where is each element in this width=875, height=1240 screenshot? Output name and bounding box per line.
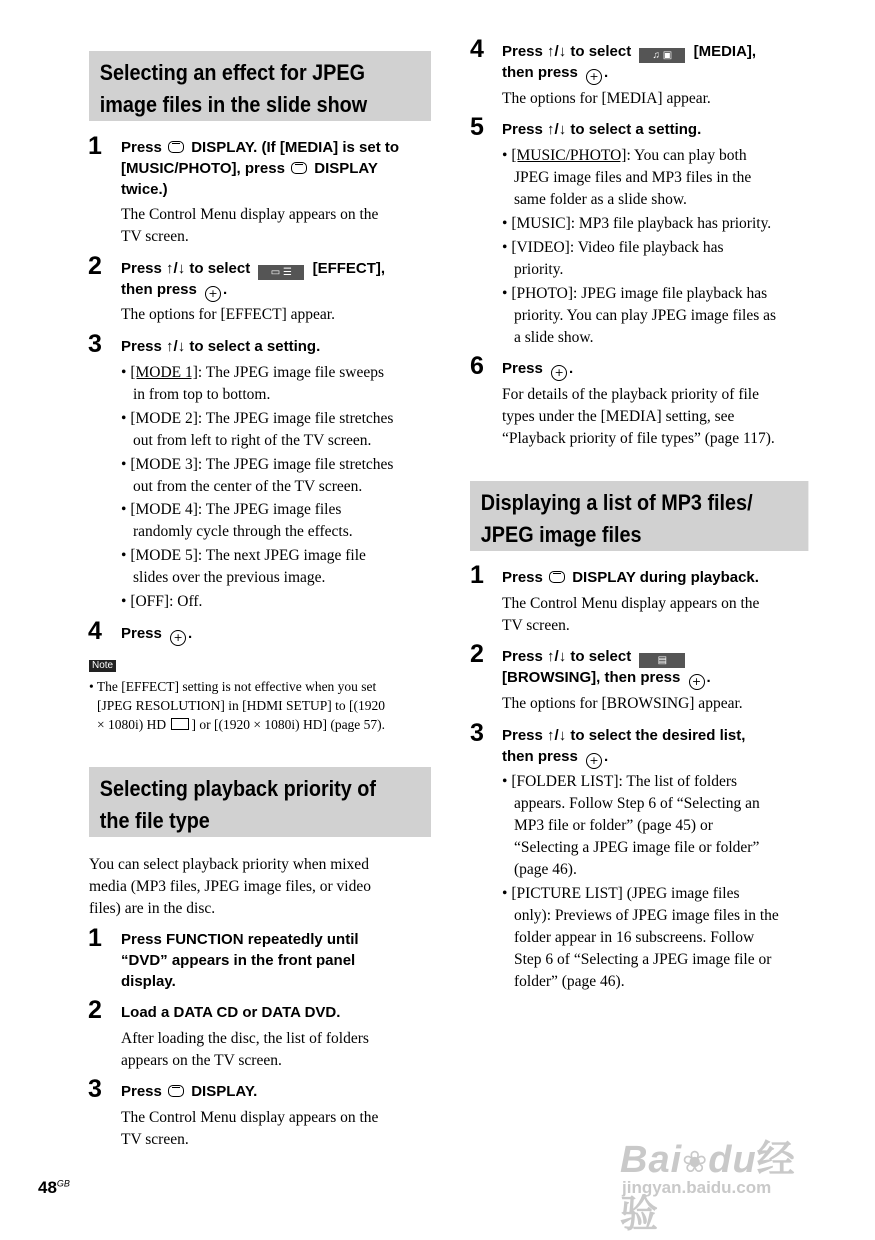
list-item-cont: priority. You can play JPEG image files as xyxy=(514,307,777,324)
step-text: Load a DATA CD or DATA DVD. xyxy=(121,1004,341,1021)
section-effect-title-line1: Selecting an effect for JPEG xyxy=(99,60,365,85)
list-item-cont: appears. Follow Step 6 of “Selecting an xyxy=(514,795,760,812)
step-number: 6 xyxy=(470,352,484,380)
section-priority-title-line1: Selecting playback priority of xyxy=(99,776,376,801)
section-browsing-title-line2: JPEG image files xyxy=(480,522,642,547)
display-button-icon xyxy=(549,571,565,583)
step-text: . xyxy=(706,669,711,686)
list-item-cont: only): Previews of JPEG image files in the xyxy=(514,907,779,924)
list-item: • [MUSIC]: MP3 file playback has priority. xyxy=(502,215,772,232)
list-item-cont: Step 6 of “Selecting a JPEG image file or xyxy=(514,951,772,968)
step-text: . xyxy=(223,281,228,298)
list-item: • [MODE 4]: The JPEG image files xyxy=(121,501,342,518)
media-menu-icon: ♫ ▣ xyxy=(639,48,685,63)
option-desc: [PICTURE LIST] (JPEG image files xyxy=(511,885,740,902)
page-suffix: GB xyxy=(56,1178,70,1189)
step-number: 3 xyxy=(88,330,102,358)
note-text: ] or [(1920 × 1080i) HD] (page 57). xyxy=(191,717,386,732)
step-text: Press xyxy=(121,625,167,642)
step-text: Press FUNCTION repeatedly until xyxy=(121,931,359,948)
step-body: The options for [BROWSING] appear. xyxy=(502,695,743,712)
step-text: Press ↑/↓ to select xyxy=(502,43,636,60)
step-text: DISPLAY xyxy=(310,160,378,177)
paw-icon: ❀ xyxy=(682,1146,709,1179)
enter-button-icon: + xyxy=(586,753,602,769)
option-name: [MODE 1] xyxy=(130,364,198,381)
step-body: TV screen. xyxy=(121,228,189,245)
display-button-icon xyxy=(168,1085,184,1097)
enter-button-icon: + xyxy=(551,365,567,381)
option-desc: : You can play both xyxy=(626,147,747,164)
note-label: Note xyxy=(89,660,116,672)
option-desc: [MODE 2]: The JPEG image file stretches xyxy=(130,410,394,427)
note-text: • The [EFFECT] setting is not effective when you set xyxy=(89,679,377,694)
section-browsing-title-line1: Displaying a list of MP3 files/ xyxy=(480,490,753,515)
note-text: [JPEG RESOLUTION] in [HDMI SETUP] to [(1920 xyxy=(97,698,385,713)
enter-button-icon: + xyxy=(170,630,186,646)
step-body: The Control Menu display appears on the xyxy=(121,206,379,223)
step-text: Press xyxy=(121,139,167,156)
watermark-brand: du xyxy=(708,1139,757,1181)
option-desc: [MODE 5]: The next JPEG image file xyxy=(130,547,366,564)
option-desc: [MODE 3]: The JPEG image file stretches xyxy=(130,456,394,473)
step-text: . xyxy=(604,64,609,81)
step-body: The options for [MEDIA] appear. xyxy=(502,90,711,107)
page-number xyxy=(38,1178,70,1198)
step-text: then press xyxy=(502,748,583,765)
intro-text: media (MP3 files, JPEG image files, or video xyxy=(89,878,371,895)
list-item-cont: in from top to bottom. xyxy=(133,386,271,403)
list-item: • [MODE 3]: The JPEG image file stretches xyxy=(121,456,394,473)
watermark-url: jingyan.baidu.com xyxy=(622,1178,772,1197)
option-desc: : The JPEG image file sweeps xyxy=(197,364,385,381)
step-body: appears on the TV screen. xyxy=(121,1052,282,1069)
list-item-cont: priority. xyxy=(514,261,564,278)
step-text: [MEDIA], xyxy=(689,43,757,60)
list-item-cont: a slide show. xyxy=(514,329,594,346)
step-text: then press xyxy=(121,281,202,298)
step-text: DISPLAY during playback. xyxy=(568,569,759,586)
list-item: • [VIDEO]: Video file playback has xyxy=(502,239,724,256)
step-text: Press ↑/↓ to select xyxy=(502,648,636,665)
option-desc: [VIDEO]: Video file playback has xyxy=(511,239,724,256)
list-item-cont: folder” (page 46). xyxy=(514,973,625,990)
step-text: Press xyxy=(502,360,548,377)
step-text: “DVD” appears in the front panel xyxy=(121,952,356,969)
step-body: TV screen. xyxy=(502,617,570,634)
option-desc: [FOLDER LIST]: The list of folders xyxy=(511,773,738,790)
step-number: 4 xyxy=(470,35,484,63)
step-body: The options for [EFFECT] appear. xyxy=(121,306,335,323)
section-effect-title-line2: image files in the slide show xyxy=(99,92,368,117)
enter-button-icon: + xyxy=(586,69,602,85)
step-number: 1 xyxy=(470,561,484,589)
step-text: Press ↑/↓ to select a setting. xyxy=(121,338,321,355)
step-number: 2 xyxy=(88,252,102,280)
step-text: then press xyxy=(502,64,583,81)
section-priority-header xyxy=(89,767,431,837)
step-text: [BROWSING], then press xyxy=(502,669,685,686)
section-priority-title-line2: the file type xyxy=(99,808,210,833)
step-text: DISPLAY. xyxy=(187,1083,258,1100)
list-item-cont: slides over the previous image. xyxy=(133,569,326,586)
list-item: • [PICTURE LIST] (JPEG image files xyxy=(502,885,740,902)
step-text: . xyxy=(604,748,609,765)
step-text: Press xyxy=(502,569,548,586)
list-item: • [MODE 2]: The JPEG image file stretches xyxy=(121,410,394,427)
list-item-cont: same folder as a slide show. xyxy=(514,191,687,208)
note-text: × 1080i) HD xyxy=(97,717,170,732)
list-item-cont: out from the center of the TV screen. xyxy=(133,478,363,495)
step-body: The Control Menu display appears on the xyxy=(502,595,760,612)
step-body: The Control Menu display appears on the xyxy=(121,1109,379,1126)
list-item: • [MUSIC/PHOTO]: You can play both xyxy=(502,147,747,164)
list-item-cont: MP3 file or folder” (page 45) or xyxy=(514,817,713,834)
effect-menu-icon: ▭ ☰ xyxy=(258,265,304,280)
list-item: • [OFF]: Off. xyxy=(121,593,203,610)
display-button-icon xyxy=(168,141,184,153)
list-item-cont: “Selecting a JPEG image file or folder” xyxy=(514,839,760,856)
list-item: • [PHOTO]: JPEG image file playback has xyxy=(502,285,768,302)
intro-text: You can select playback priority when mixed xyxy=(89,856,369,873)
option-name: [MUSIC/PHOTO] xyxy=(511,147,627,164)
enter-button-icon: + xyxy=(689,674,705,690)
option-desc: [OFF]: Off. xyxy=(130,593,203,610)
step-number: 2 xyxy=(470,640,484,668)
display-button-icon xyxy=(291,162,307,174)
intro-text: files) are in the disc. xyxy=(89,900,216,917)
step-body: TV screen. xyxy=(121,1131,189,1148)
step-text: twice.) xyxy=(121,181,168,198)
step-text: display. xyxy=(121,973,176,990)
watermark-cn: 经验 xyxy=(620,1139,796,1236)
step-text: [MUSIC/PHOTO], press xyxy=(121,160,290,177)
list-item: • [MODE 5]: The next JPEG image file xyxy=(121,547,366,564)
browsing-menu-icon: ▤ xyxy=(639,653,685,668)
list-item-cont: out from left to right of the TV screen. xyxy=(133,432,372,449)
step-body: After loading the disc, the list of folders xyxy=(121,1030,369,1047)
aspect-box-icon xyxy=(171,718,189,730)
step-number: 2 xyxy=(88,996,102,1024)
option-desc: [MODE 4]: The JPEG image files xyxy=(130,501,342,518)
list-item-cont: JPEG image files and MP3 files in the xyxy=(514,169,752,186)
baidu-watermark xyxy=(620,1108,830,1236)
step-body: types under the [MEDIA] setting, see xyxy=(502,408,735,425)
step-text: . xyxy=(188,625,193,642)
step-number: 1 xyxy=(88,132,102,160)
step-number: 3 xyxy=(88,1075,102,1103)
step-number: 3 xyxy=(470,719,484,747)
enter-button-icon: + xyxy=(205,286,221,302)
step-number: 5 xyxy=(470,113,484,141)
step-text: . xyxy=(569,360,574,377)
list-item-cont: folder appear in 16 subscreens. Follow xyxy=(514,929,755,946)
option-desc: [MUSIC]: MP3 file playback has priority. xyxy=(511,215,772,232)
section-browsing-header xyxy=(470,481,808,551)
step-text: [EFFECT], xyxy=(308,260,386,277)
step-body: “Playback priority of file types” (page 117). xyxy=(502,430,775,447)
step-text: Press ↑/↓ to select the desired list, xyxy=(502,727,746,744)
list-item-cont: (page 46). xyxy=(514,861,577,878)
list-item-cont: randomly cycle through the effects. xyxy=(133,523,353,540)
page-number-value: 48 xyxy=(38,1178,57,1197)
step-number: 4 xyxy=(88,617,102,645)
step-number: 1 xyxy=(88,924,102,952)
step-text: Press xyxy=(121,1083,167,1100)
section-effect-header xyxy=(89,51,431,121)
step-text: DISPLAY. (If [MEDIA] is set to xyxy=(187,139,400,156)
list-item: • [MODE 1]: The JPEG image file sweeps xyxy=(121,364,385,381)
step-body: For details of the playback priority of file xyxy=(502,386,759,403)
option-desc: [PHOTO]: JPEG image file playback has xyxy=(511,285,768,302)
step-text: Press ↑/↓ to select a setting. xyxy=(502,121,702,138)
watermark-brand: Bai xyxy=(620,1139,683,1181)
list-item: • [FOLDER LIST]: The list of folders xyxy=(502,773,738,790)
step-text: Press ↑/↓ to select xyxy=(121,260,255,277)
